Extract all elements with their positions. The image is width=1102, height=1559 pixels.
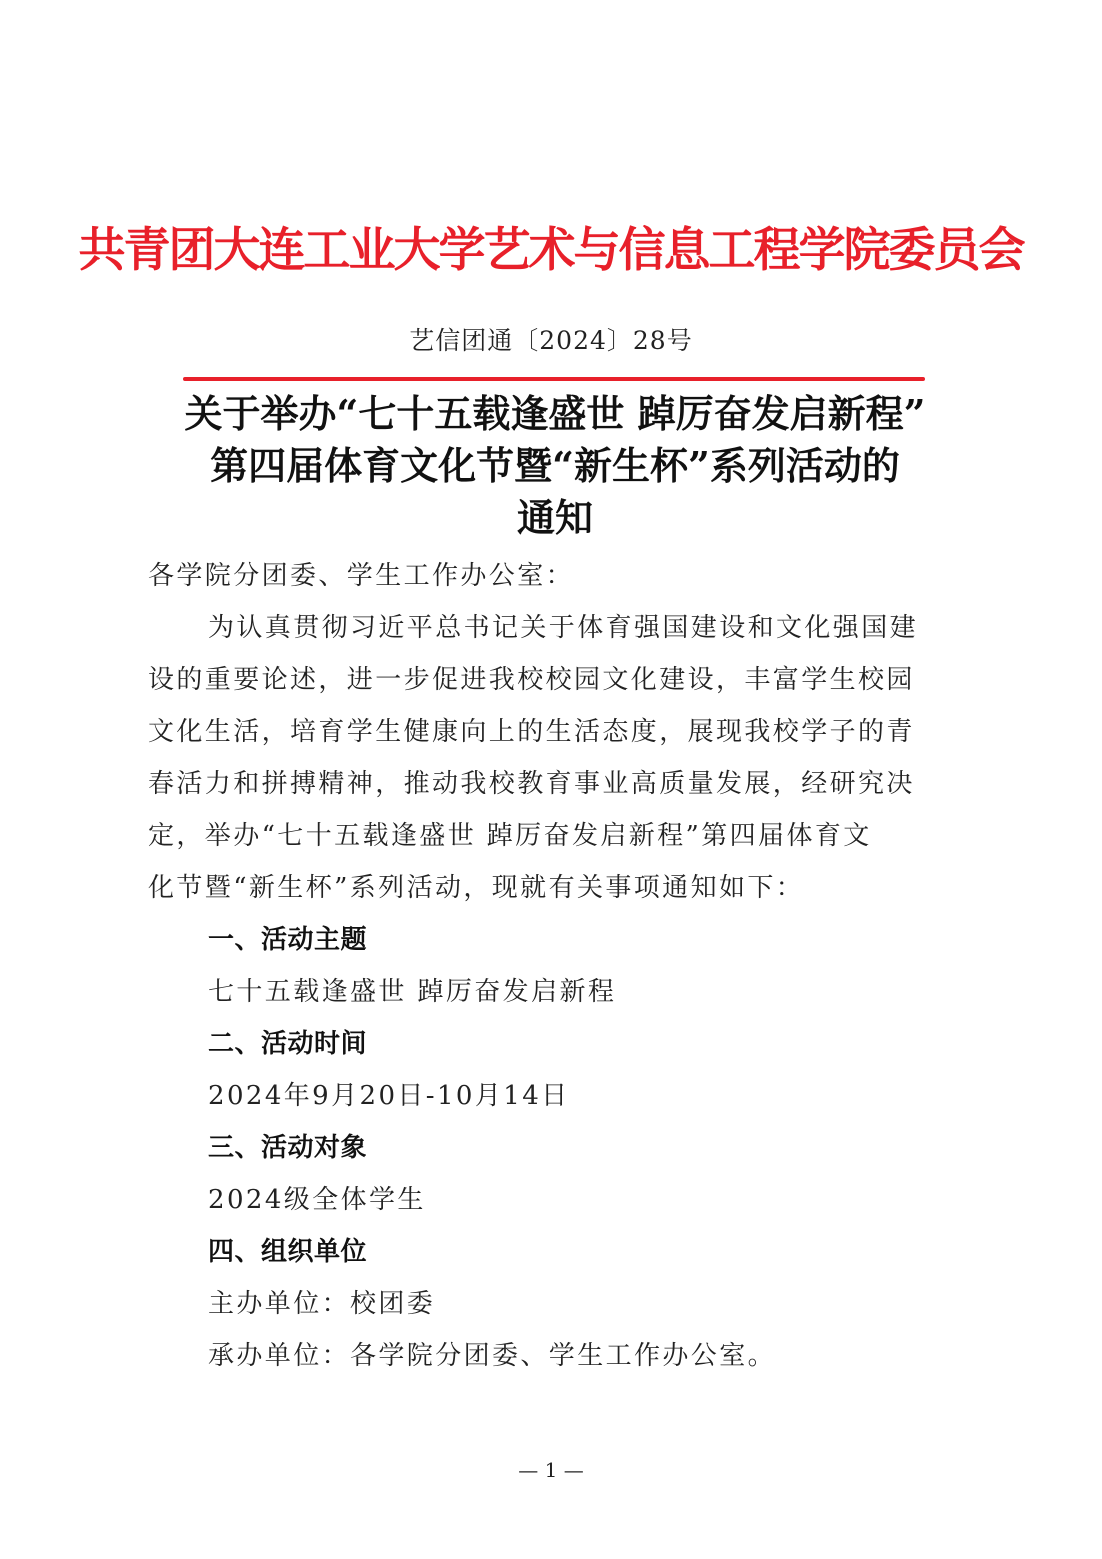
section-text-audience: 2024级全体学生 [208, 1185, 426, 1215]
red-divider-line [183, 377, 925, 381]
section-heading-theme: 一、活动主题 [208, 925, 368, 955]
intro-line: 春活力和拼搏精神，推动我校教育事业高质量发展，经研究决 [148, 769, 915, 799]
title-line-2: 第四届体育文化节暨“新生杯”系列活动的 [210, 443, 900, 488]
title-line-3: 通知 [516, 495, 593, 540]
section-heading-audience: 三、活动对象 [208, 1133, 368, 1163]
section-text-host: 主办单位：校团委 [208, 1289, 436, 1319]
salutation: 各学院分团委、学生工作办公室： [148, 561, 575, 591]
intro-line: 文化生活，培育学生健康向上的生活态度，展现我校学子的青 [148, 717, 915, 747]
title-line-1: 关于举办“七十五载逢盛世 踔厉奋发启新程” [184, 391, 926, 436]
document-title [140, 388, 970, 544]
section-text-theme: 七十五载逢盛世 踔厉奋发启新程 [208, 977, 617, 1007]
section-text-organizer: 承办单位：各学院分团委、学生工作办公室。 [208, 1341, 777, 1371]
intro-line: 为认真贯彻习近平总书记关于体育强国建设和文化强国建 [208, 613, 919, 643]
section-heading-organizers: 四、组织单位 [208, 1237, 368, 1267]
document-number: 艺信团通〔2024〕28号 [409, 326, 693, 355]
section-heading-time: 二、活动时间 [208, 1029, 368, 1059]
intro-line: 设的重要论述，进一步促进我校校园文化建设，丰富学生校园 [148, 665, 915, 695]
document-body [148, 550, 968, 1382]
intro-line: 化节暨“新生杯”系列活动，现就有关事项通知如下： [148, 873, 805, 903]
section-text-time: 2024年9月20日-10月14日 [208, 1081, 570, 1111]
issuer-masthead: 共青团大连工业大学艺术与信息工程学院委员会 [78, 223, 1024, 278]
page-number: — 1 — [518, 1458, 584, 1482]
intro-line: 定，举办“七十五载逢盛世 踔厉奋发启新程”第四届体育文 [148, 821, 872, 851]
